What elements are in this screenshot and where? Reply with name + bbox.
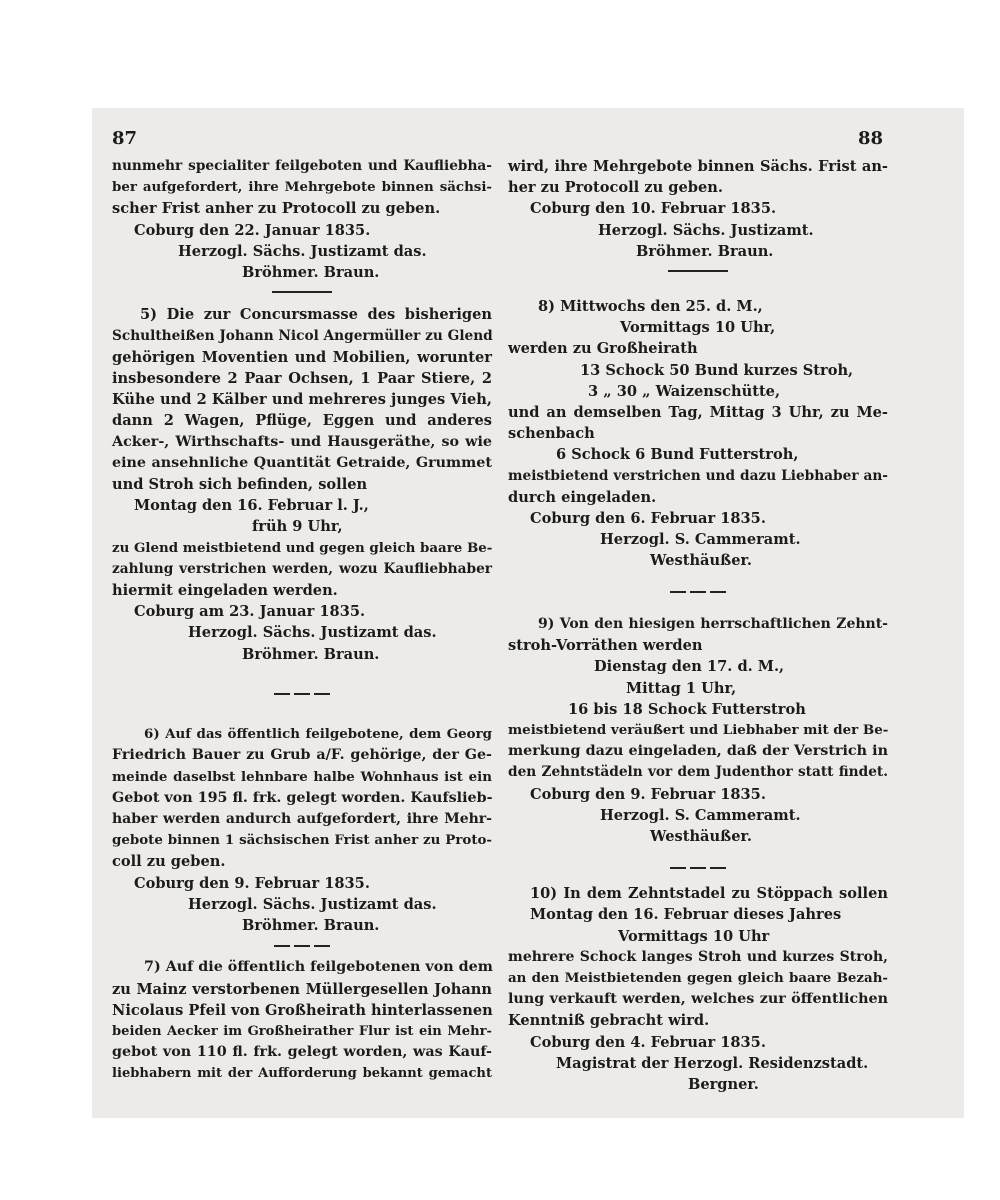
text-line: Montag den 16. Februar l. J., <box>134 497 369 515</box>
text-line: 7) Auf die öffentlich feilgebotenen von dem <box>144 959 493 976</box>
text-line: Magistrat der Herzogl. Residenzstadt. <box>556 1054 869 1072</box>
text-line: und Stroh sich befinden, sollen <box>112 476 368 493</box>
text-line: gebote binnen 1 sächsischen Frist anher zu Proto- <box>112 832 492 849</box>
text-line: früh 9 Uhr, <box>252 518 343 536</box>
text-line: stroh-Vorräthen werden <box>508 637 703 655</box>
text-line: Mittag 1 Uhr, <box>626 679 737 697</box>
text-line: Gebot von 195 fl. frk. gelegt worden. Kaufslieb- <box>112 789 493 806</box>
text-line: Herzogl. Sächs. Justizamt das. <box>178 242 427 260</box>
text-line: 6) Auf das öffentlich feilgebotene, dem Georg <box>144 726 492 743</box>
text-line: den Zehntstädeln vor dem Judenthor statt findet. <box>508 764 888 781</box>
text-line: Bröhmer. Braun. <box>636 242 774 260</box>
text-line: Vormittags 10 Uhr, <box>620 319 776 337</box>
text-line: merkung dazu eingeladen, daß der Verstrich in <box>508 743 888 760</box>
text-line: ber aufgefordert, ihre Mehrgebote binnen sächsi- <box>112 179 492 196</box>
text-line: Herzogl. Sächs. Justizamt das. <box>188 624 437 642</box>
text-line: zu Glend meistbietend und gegen gleich baare Be- <box>112 539 493 556</box>
text-line: nunmehr specialiter feilgeboten und Kaufliebha- <box>112 158 492 174</box>
separator-rule <box>272 291 332 293</box>
text-line: Coburg den 9. Februar 1835. <box>530 785 766 803</box>
text-line: meinde daselbst lehnbare halbe Wohnhaus ist ein <box>112 768 492 785</box>
separator-rule <box>668 270 728 272</box>
text-line: Coburg den 4. Februar 1835. <box>530 1033 766 1051</box>
text-line: beiden Aecker im Großheirather Flur ist ein Mehr- <box>112 1023 492 1039</box>
text-line: zu Mainz verstorbenen Müllergesellen Johann <box>112 980 492 998</box>
text-line: 5) Die zur Concursmasse des bisherigen <box>140 306 492 324</box>
text-line: 6 Schock 6 Bund Futterstroh, <box>556 446 799 464</box>
text-line: wird, ihre Mehrgebote binnen Sächs. Frist an- <box>508 158 888 175</box>
text-line: Coburg den 22. Januar 1835. <box>134 221 371 239</box>
text-line: gehörigen Moventien und Mobilien, worunter <box>112 348 492 366</box>
text-line: Westhäußer. <box>650 827 752 845</box>
text-line: Kenntniß gebracht wird. <box>508 1012 710 1030</box>
separator-dash <box>670 867 726 869</box>
text-line: 10) In dem Zehntstadel zu Stöppach sollen <box>530 885 888 903</box>
page-number-left: 87 <box>112 128 138 149</box>
text-line: meistbietend verstrichen und dazu Liebhaber an- <box>508 467 888 484</box>
text-line: lung verkauft werden, welches zur öffentlichen <box>508 991 888 1008</box>
text-line: scher Frist anher zu Protocoll zu geben. <box>112 200 441 218</box>
text-line: insbesondere 2 Paar Ochsen, 1 Paar Stiere, 2 <box>112 370 492 387</box>
text-line: Friedrich Bauer zu Grub a/F. gehörige, der Ge- <box>112 747 492 764</box>
text-line: Acker-, Wirthschafts- und Hausgeräthe, so wie <box>112 433 492 450</box>
separator-dash <box>274 693 330 695</box>
text-line: Bröhmer. Braun. <box>242 916 380 934</box>
text-line: Dienstag den 17. d. M., <box>594 658 785 676</box>
text-line: Bröhmer. Braun. <box>242 264 380 281</box>
text-line: Bergner. <box>688 1075 759 1093</box>
text-line: Schultheißen Johann Nicol Angermüller zu Glend <box>112 327 493 344</box>
text-line: Herzogl. S. Cammeramt. <box>600 806 801 824</box>
text-line: 16 bis 18 Schock Futterstroh <box>568 700 806 718</box>
text-line: Bröhmer. Braun. <box>242 645 380 663</box>
text-line: meistbietend veräußert und Liebhaber mit der Be- <box>508 721 889 738</box>
separator-dash <box>670 591 726 593</box>
separator-dash <box>274 945 330 947</box>
text-line: 13 Schock 50 Bund kurzes Stroh, <box>580 361 854 379</box>
text-line: eine ansehnliche Quantität Getraide, Grummet <box>112 454 492 471</box>
text-line: liebhabern mit der Aufforderung bekannt gemacht <box>112 1066 492 1082</box>
text-line: Westhäußer. <box>650 552 752 570</box>
text-line: Coburg am 23. Januar 1835. <box>134 603 366 621</box>
text-line: Nicolaus Pfeil von Großheirath hinterlassenen <box>112 1001 493 1019</box>
text-line: an den Meistbietenden gegen gleich baare Bezah- <box>508 969 888 986</box>
text-line: Coburg den 6. Februar 1835. <box>530 509 766 527</box>
text-line: Herzogl. S. Cammeramt. <box>600 531 801 549</box>
text-line: dann 2 Wagen, Pflüge, Eggen und anderes <box>112 412 492 430</box>
text-line: 3 „ 30 „ Waizenschütte, <box>588 382 781 400</box>
text-line: Coburg den 9. Februar 1835. <box>134 874 370 892</box>
text-line: Vormittags 10 Uhr <box>618 927 770 945</box>
text-line: schenbach <box>508 425 595 443</box>
text-line: Montag den 16. Februar dieses Jahres <box>530 906 842 924</box>
text-line: her zu Protocoll zu geben. <box>508 179 723 197</box>
text-line: werden zu Großheirath <box>508 340 698 358</box>
text-line: zahlung verstrichen werden, wozu Kaufliebhaber <box>112 560 492 577</box>
text-line: und an demselben Tag, Mittag 3 Uhr, zu Me- <box>508 403 888 421</box>
text-line: Coburg den 10. Februar 1835. <box>530 200 777 218</box>
text-line: Herzogl. Sächs. Justizamt. <box>598 221 814 239</box>
text-line: hiermit eingeladen werden. <box>112 582 338 599</box>
text-line: 9) Von den hiesigen herrschaftlichen Zehnt- <box>538 615 888 632</box>
text-line: haber werden andurch aufgefordert, ihre Mehr- <box>112 810 492 827</box>
text-line: 8) Mittwochs den 25. d. M., <box>538 297 763 315</box>
text-line: mehrere Schock langes Stroh und kurzes Stroh, <box>508 948 888 965</box>
text-line: coll zu geben. <box>112 853 226 871</box>
text-line: durch eingeladen. <box>508 488 657 506</box>
text-line: Kühe und 2 Kälber und mehreres junges Vieh, <box>112 391 492 409</box>
text-line: Herzogl. Sächs. Justizamt das. <box>188 895 437 913</box>
text-line: gebot von 110 fl. frk. gelegt worden, was Kauf- <box>112 1044 492 1061</box>
page-number-right: 88 <box>858 128 884 149</box>
